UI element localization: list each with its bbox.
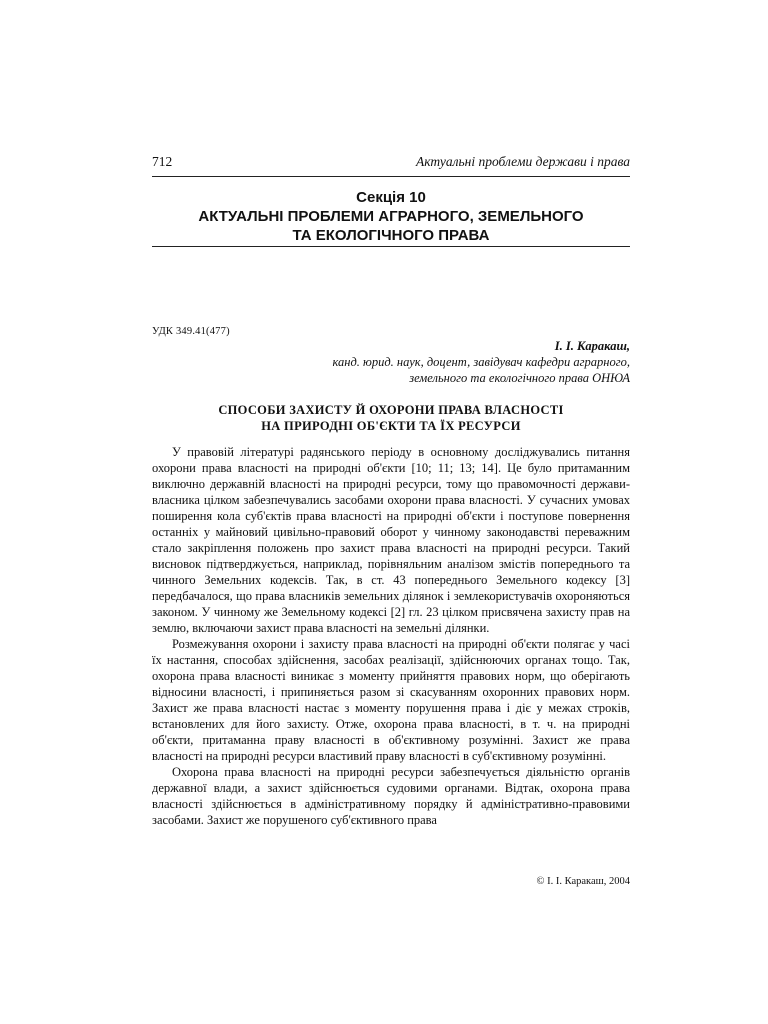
copyright-notice: © І. І. Каракаш, 2004 (536, 876, 630, 887)
udk-code: УДК 349.41(477) (152, 326, 230, 337)
body-paragraph-3: Охорона права власності на природні ресурси забезпечується діяльністю органів державної влади, а захист здійснюється судовими органами. Відтак, охорона права власності здійснюється в адміністративному порядку й адміністративно-правовими засобами. Захист же порушеного суб'єктивного права (152, 765, 630, 827)
section-number: Секція 10 (356, 189, 426, 206)
article-body (152, 444, 630, 828)
article-title-line2: НА ПРИРОДНІ ОБ'ЄКТИ ТА ЇХ РЕСУРСИ (261, 418, 521, 433)
article-title (152, 403, 630, 434)
running-head (152, 154, 630, 174)
section-title-line1: АКТУАЛЬНІ ПРОБЛЕМИ АГРАРНОГО, ЗЕМЕЛЬНОГО (198, 208, 584, 225)
author-affiliation-line2: земельного та екологічного права ОНЮА (409, 371, 630, 385)
body-paragraph-2: Розмежування охорони і захисту права власності на природні об'єкти полягає у часі їх настання, способах здійснення, засобах реалізації, здійснюючих органах тощо. Так, охорона права власності виникає з моменту прийняття правових норм, що оберігають відносини власності, і припиняється разом зі скасуванням охоронних правових норм. Захист же права власності настає з моменту порушення права і діє у межах строків, встановлених для його захисту. Отже, охорона права власності, в т. ч. на природні об'єкти, притаманна праву власності в об'єктивному розумінні. Захист же права власності на природні ресурси властивий праву власності в суб'єктивному розумінні. (152, 637, 630, 763)
section-heading (152, 188, 630, 245)
document-page (152, 0, 630, 1024)
author-name: І. І. Каракаш, (554, 339, 630, 353)
body-paragraph-1: У правовій літературі радянського періоду в основному досліджувались питання охорони права власності на природні об'єкти [10; 11; 13; 14]. Це було притаманним виключно державній власності на природні ресурси, тому що правомочності держави-власника цілком забезпечувались засобами охорони права власності. У сучасних умовах поширення кола суб'єктів права власності на природні об'єкти і поступове повернення останніх у майновий цивільно-правовий оборот у чинному законодавстві переважним стало закріплення положень про захист права власності на природні ресурси. Такий висновок підтверджується, наприклад, порівняльним аналізом змістів попереднього та чинного Земельних кодексів. Так, в ст. 43 попереднього Земельного кодексу [3] передбачалося, що права власників земельних ділянок і землекористувачів охороняються законом. У чинному же Земельному кодексі [2] гл. 23 цілком присвячена захисту прав на землю, включаючи захист права власності на земельні ділянки. (152, 445, 630, 635)
author-block (152, 338, 630, 386)
section-divider (152, 246, 630, 247)
author-affiliation-line1: канд. юрид. наук, доцент, завідувач кафедри аграрного, (332, 355, 630, 369)
journal-title: Актуальні проблеми держави і права (416, 154, 630, 169)
page-number: 712 (152, 154, 173, 169)
section-title-line2: ТА ЕКОЛОГІЧНОГО ПРАВА (292, 227, 490, 244)
article-title-line1: СПОСОБИ ЗАХИСТУ Й ОХОРОНИ ПРАВА ВЛАСНОСТІ (218, 403, 564, 417)
header-divider (152, 176, 630, 177)
